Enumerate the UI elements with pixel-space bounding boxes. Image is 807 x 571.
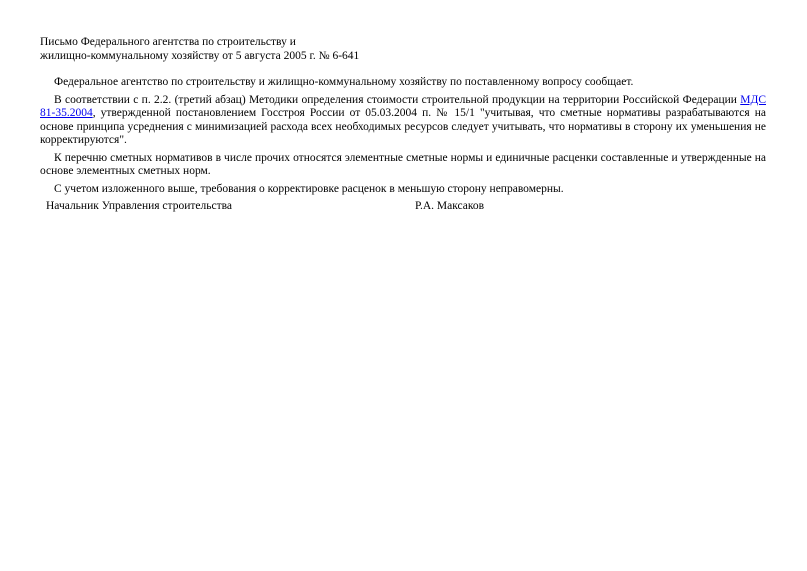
title-line-1: Письмо Федерального агентства по строительству и bbox=[40, 36, 296, 48]
mds-document-link[interactable]: МДС 81-35.2004 bbox=[40, 93, 766, 119]
paragraph-1: Федеральное агентство по строительству и жилищно-коммунальному хозяйству по поставленному вопросу сообщает. bbox=[54, 76, 634, 88]
signature-name: Р.А. Максаков bbox=[415, 200, 485, 212]
title-line-2: жилищно-коммунальному хозяйству от 5 августа 2005 г. № 6-641 bbox=[40, 49, 360, 62]
document-body bbox=[40, 76, 766, 200]
paragraph-2-text-before-link: В соответствии с п. 2.2. (третий абзац) Методики определения стоимости строительной продукции на территории Российской Федерации bbox=[54, 93, 741, 106]
signature-role: Начальник Управления строительства bbox=[46, 200, 232, 212]
paragraph-2 bbox=[40, 94, 766, 148]
document-title bbox=[40, 36, 460, 63]
paragraph-3: К перечню сметных нормативов в числе прочих относятся элементные сметные нормы и единичные расценки составленные и утвержденные на основе элементных сметных норм. bbox=[40, 151, 766, 177]
paragraph-2-text-after-link: , утвержденной постановлением Госстроя России от 05.03.2004 п. № 15/1 "учитывая, что сметные нормативы разрабатываются на основе принципа усреднения с минимизацией расхода всех необходимых ресурсов следует учитывать, что нормативы в сторону их уменьшения не корректируются". bbox=[40, 107, 766, 146]
paragraph-4: С учетом изложенного выше, требования о корректировке расценок в меньшую сторону неправомерны. bbox=[54, 182, 564, 195]
